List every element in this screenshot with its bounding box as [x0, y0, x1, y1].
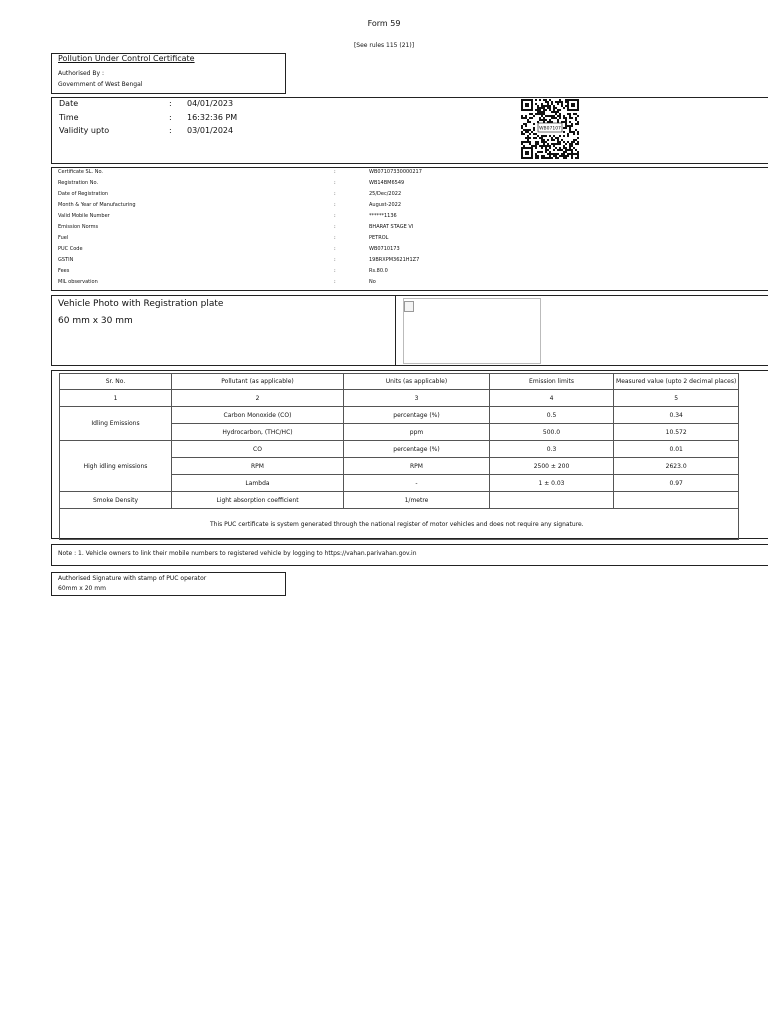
measured-cell: 2623.0 [614, 458, 739, 475]
col-number-1: 1 [60, 390, 172, 407]
detail-label: MIL observation [58, 279, 98, 285]
form-subtitle: [See rules 115 (21)] [353, 42, 415, 49]
date-value: 04/01/2023 [187, 99, 234, 108]
limit-cell: 0.5 [490, 407, 614, 424]
detail-value: Rs.80.0 [369, 268, 388, 274]
validity-value: 03/01/2024 [187, 126, 234, 135]
detail-label: Registration No. [58, 180, 99, 186]
col-number-5: 5 [614, 390, 739, 407]
unit-cell: - [344, 475, 490, 492]
note-text: Note : 1. Vehicle owners to link their mobile numbers to registered vehicle by logging to https://vahan.parivahan.gov.in [58, 550, 417, 557]
detail-value: WB0710173 [369, 246, 400, 252]
note-box [51, 544, 768, 566]
authorised-by-label: Authorised By : [58, 70, 104, 77]
validity-colon: : [169, 126, 172, 135]
measured-cell [614, 492, 739, 509]
table-row [60, 492, 739, 509]
col-number-2: 2 [172, 390, 344, 407]
pollutant-cell: RPM [172, 458, 344, 475]
photo-frame [403, 298, 541, 364]
photo-size: 60 mm x 30 mm [58, 316, 133, 326]
unit-cell: percentage (%) [344, 407, 490, 424]
measured-cell: 0.97 [614, 475, 739, 492]
unit-cell: 1/metre [344, 492, 490, 509]
qr-code-icon [520, 98, 580, 160]
detail-colon: : [334, 246, 336, 252]
detail-colon: : [334, 257, 336, 263]
detail-value: PETROL [369, 235, 389, 241]
table-footer-row [60, 509, 739, 540]
limit-cell: 500.0 [490, 424, 614, 441]
detail-value: WB14BM6549 [369, 180, 405, 186]
detail-value: BHARAT STAGE VI [369, 224, 414, 230]
idling-group-label: Idling Emissions [60, 407, 172, 441]
limit-cell: 0.3 [490, 441, 614, 458]
validity-label: Validity upto [59, 126, 110, 135]
signature-box [51, 572, 286, 596]
detail-label: Date of Registration [58, 191, 109, 197]
detail-value: ******1136 [369, 213, 397, 219]
header-sr-no: Sr. No. [60, 374, 172, 390]
detail-label: PUC Code [58, 246, 83, 252]
detail-colon: : [334, 202, 336, 208]
table-row [60, 441, 739, 458]
smoke-density-label: Smoke Density [60, 492, 172, 509]
detail-label: Fuel [58, 235, 69, 241]
datetime-box [51, 97, 768, 164]
detail-colon: : [334, 235, 336, 241]
pollutant-cell: CO [172, 441, 344, 458]
detail-value: WB07107330000217 [369, 169, 422, 175]
limit-cell [490, 492, 614, 509]
details-box [51, 167, 768, 291]
unit-cell: RPM [344, 458, 490, 475]
limit-cell: 1 ± 0.03 [490, 475, 614, 492]
detail-label: GSTIN [58, 257, 74, 263]
detail-value: August-2022 [369, 202, 402, 208]
table-header-row [60, 374, 739, 390]
detail-colon: : [334, 169, 336, 175]
pollutant-cell: Hydrocarbon, (THC/HC) [172, 424, 344, 441]
detail-colon: : [334, 279, 336, 285]
time-label: Time [59, 113, 79, 122]
detail-colon: : [334, 268, 336, 274]
photo-divider [395, 296, 396, 365]
detail-label: Month & Year of Manufacturing [58, 202, 136, 208]
signature-line-1: Authorised Signature with stamp of PUC operator [58, 575, 207, 582]
table-number-row [60, 390, 739, 407]
col-number-3: 3 [344, 390, 490, 407]
puc-certificate-box [51, 53, 286, 94]
form-title: Form 59 [367, 19, 401, 28]
detail-label: Fees [58, 268, 70, 274]
time-colon: : [169, 113, 172, 122]
photo-title: Vehicle Photo with Registration plate [58, 299, 224, 309]
detail-label: Certificate SL. No. [58, 169, 103, 175]
detail-value: 19BRXPM3621H1Z7 [369, 257, 420, 263]
signature-line-2: 60mm x 20 mm [58, 585, 106, 592]
detail-colon: : [334, 180, 336, 186]
authority-name: Government of West Bengal [58, 81, 143, 88]
measured-cell: 10.572 [614, 424, 739, 441]
unit-cell: ppm [344, 424, 490, 441]
col-number-4: 4 [490, 390, 614, 407]
time-value: 16:32:36 PM [187, 113, 238, 122]
date-label: Date [59, 99, 79, 108]
detail-colon: : [334, 213, 336, 219]
date-colon: : [169, 99, 172, 108]
system-generated-note: This PUC certificate is system generated through the national register of motor vehicles and does not require any signature. [60, 509, 739, 540]
measured-cell: 0.34 [614, 407, 739, 424]
table-row [60, 407, 739, 424]
pollutant-cell: Lambda [172, 475, 344, 492]
detail-value: 25/Dec/2022 [369, 191, 402, 197]
detail-label: Emission Norms [58, 224, 99, 230]
emission-table [59, 373, 739, 540]
limit-cell: 2500 ± 200 [490, 458, 614, 475]
header-units: Units (as applicable) [344, 374, 490, 390]
puc-certificate-title: Pollution Under Control Certificate [58, 54, 195, 63]
measured-cell: 0.01 [614, 441, 739, 458]
detail-label: Valid Mobile Number [58, 213, 110, 219]
header-pollutant: Pollutant (as applicable) [172, 374, 344, 390]
header-limits: Emission limits [490, 374, 614, 390]
detail-colon: : [334, 224, 336, 230]
unit-cell: percentage (%) [344, 441, 490, 458]
pollutant-cell: Light absorption coefficient [172, 492, 344, 509]
qr-center-text: WB07107 [539, 126, 561, 132]
high-idling-group-label: High idling emissions [60, 441, 172, 492]
broken-image-icon [404, 301, 414, 312]
detail-colon: : [334, 191, 336, 197]
header-measured: Measured value (upto 2 decimal places) [614, 374, 739, 390]
pollutant-cell: Carbon Monoxide (CO) [172, 407, 344, 424]
detail-value: No [369, 279, 376, 285]
